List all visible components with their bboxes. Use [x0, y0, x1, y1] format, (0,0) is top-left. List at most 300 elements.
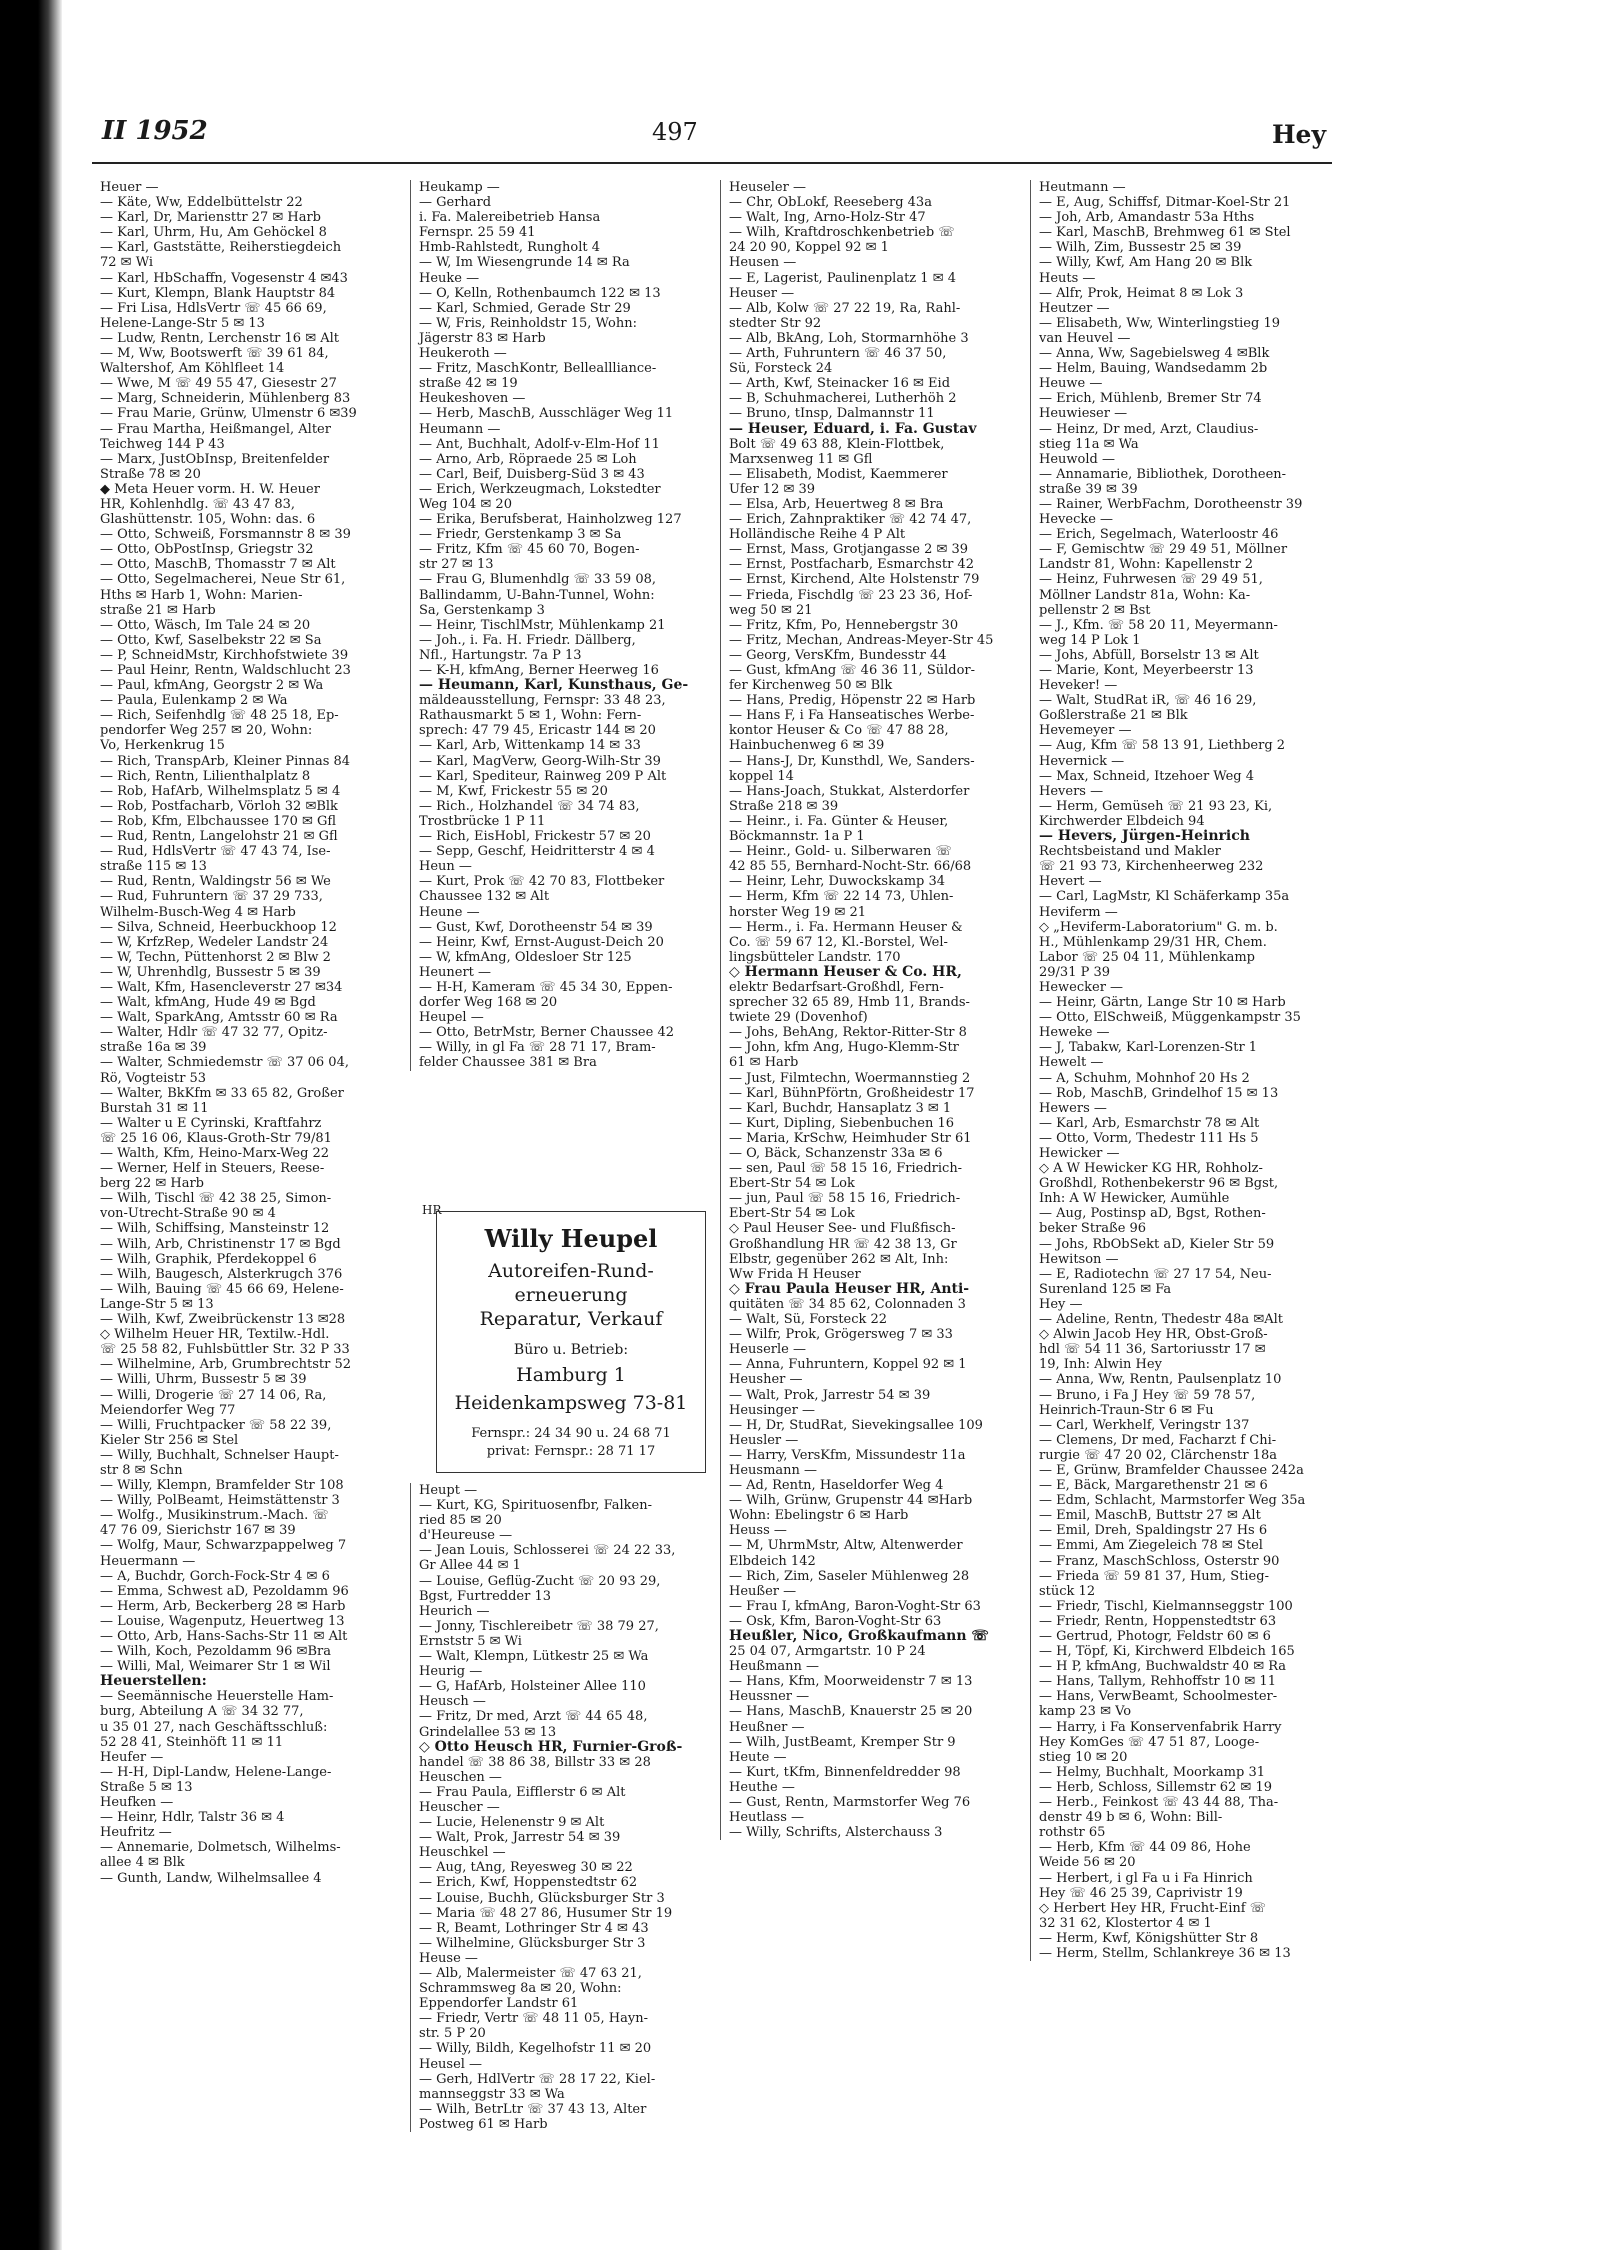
directory-line: — Hans, MaschB, Knauerstr 25 ✉ 20: [729, 1704, 973, 1720]
directory-line: — J, Tabakw, Karl-Lorenzen-Str 1: [1039, 1040, 1258, 1056]
directory-line: rothstr 65: [1039, 1825, 1106, 1841]
directory-line: — Gust, kfmAng ☏ 46 36 11, Süldor-: [729, 663, 976, 678]
directory-line: — Otto, Wäsch, Im Tale 24 ✉ 20: [100, 617, 311, 633]
directory-line: — Willi, Uhrm, Bussestr 5 ✉ 39: [100, 1372, 307, 1388]
directory-line: — H-H, Kameram ☏ 45 34 30, Eppen-: [419, 979, 673, 995]
directory-line: straße 39 ✉ 39: [1039, 481, 1138, 497]
directory-line: Hths ✉ Harb 1, Wohn: Marien-: [100, 587, 303, 603]
directory-line: — Rich, TranspArb, Kleiner Pinnas 84: [100, 753, 351, 769]
directory-line: — Rud, HdlsVertr ☏ 47 43 74, Ise-: [100, 844, 331, 860]
directory-line: — jun, Paul ☏ 58 15 16, Friedrich-: [729, 1191, 961, 1207]
directory-line: — Carl, Werkhelf, Veringstr 137: [1039, 1417, 1250, 1433]
directory-line: — Wilh, Kwf, Zweibrückenstr 13 ✉28: [100, 1312, 346, 1328]
directory-line: — Elsa, Arb, Heuertweg 8 ✉ Bra: [729, 496, 944, 512]
directory-line: ☏ 25 16 06, Klaus-Groth-Str 79/81: [100, 1130, 332, 1146]
directory-line: — Harry, VersKfm, Missundestr 11a: [729, 1447, 966, 1463]
directory-line: 32 31 62, Klostertor 4 ✉ 1: [1039, 1915, 1212, 1931]
directory-line: — R, Beamt, Lothringer Str 4 ✉ 43: [419, 1920, 649, 1936]
directory-line: — Wilh, Tischl ☏ 42 38 25, Simon-: [100, 1191, 332, 1207]
directory-line: Heufer —: [100, 1749, 164, 1765]
directory-line: — Walter u E Cyrinski, Kraftfahrz: [100, 1115, 322, 1131]
directory-line: Heuwold —: [1039, 451, 1115, 467]
directory-line: pellenstr 2 ✉ Bst: [1039, 602, 1151, 618]
directory-line: — Walt, kfmAng, Hude 49 ✉ Bgd: [100, 995, 316, 1011]
directory-line: — O, Bäck, Schanzenstr 33a ✉ 6: [729, 1146, 943, 1161]
directory-line: — Herm., i. Fa. Hermann Heuser &: [729, 919, 963, 935]
directory-line: — Fritz, Mechan, Andreas-Meyer-Str 45: [729, 632, 994, 648]
directory-line: — Hans F, i Fa Hanseatisches Werbe-: [729, 708, 975, 724]
directory-line: weg 50 ✉ 21: [729, 602, 813, 618]
directory-line: beker Straße 96: [1039, 1221, 1147, 1237]
directory-line: str. 5 P 20: [419, 2026, 486, 2042]
directory-line: — Willi, Fruchtpacker ☏ 58 22 39,: [100, 1417, 332, 1433]
directory-line: Straße 78 ✉ 20: [100, 466, 201, 482]
directory-line: — Herm, Gemüseh ☏ 21 93 23, Ki,: [1039, 798, 1273, 814]
directory-line: — Elisabeth, Modist, Kaemmerer: [729, 466, 948, 482]
directory-line: Straße 218 ✉ 39: [729, 798, 839, 814]
directory-line: — Ernst, Postfacharb, Esmarchstr 42: [729, 557, 974, 573]
directory-line: Elbstr, gegenüber 262 ✉ Alt, Inh:: [729, 1251, 949, 1267]
directory-line: — Arth, Fuhruntern ☏ 46 37 50,: [729, 346, 947, 362]
ad-line-5: Hamburg 1: [516, 1364, 626, 1386]
directory-line: Heusinger —: [729, 1402, 815, 1418]
directory-line: Teichweg 144 P 43: [100, 436, 225, 452]
directory-line: Co. ☏ 59 67 12, Kl.-Borstel, Wel-: [729, 934, 948, 950]
directory-line: — Heinz, Dr med, Arzt, Claudius-: [1039, 421, 1259, 437]
directory-line: horster Weg 19 ✉ 21: [729, 904, 867, 920]
directory-line: Heußner —: [729, 1719, 805, 1735]
directory-line: Böckmannstr. 1a P 1: [729, 829, 865, 845]
directory-line: — Alb, Kolw ☏ 27 22 19, Ra, Rahl-: [729, 300, 961, 316]
directory-line: 72 ✉ Wi: [100, 255, 153, 271]
directory-line: Heupt —: [419, 1483, 478, 1498]
directory-line: Heurich —: [419, 1603, 490, 1619]
directory-line: — M, UhrmMstr, Altw, Altenwerder: [729, 1538, 963, 1554]
directory-line: Heuermann —: [100, 1553, 196, 1569]
directory-line: u 35 01 27, nach Geschäftsschluß:: [100, 1719, 328, 1735]
directory-line: — Rud, Rentn, Langelohstr 21 ✉ Gfl: [100, 829, 338, 845]
directory-line: — Gust, Kwf, Dorotheenstr 54 ✉ 39: [419, 919, 653, 935]
directory-line: — Willy, in gl Fa ☏ 28 71 17, Bram-: [419, 1040, 656, 1056]
directory-line: — Wilh, BetrLtr ☏ 37 43 13, Alter: [419, 2101, 647, 2117]
directory-line: Postweg 61 ✉ Harb: [419, 2116, 548, 2132]
directory-line: koppel 14: [729, 768, 794, 784]
directory-line: — Erika, Berufsberat, Hainholzweg 127: [419, 512, 682, 528]
directory-line: Möllner Landstr 81a, Wohn: Ka-: [1039, 587, 1251, 603]
directory-line: — Paul Heinr, Rentn, Waldschlucht 23: [100, 663, 351, 678]
directory-line: — Alb, BkAng, Loh, Stormarnhöhe 3: [729, 330, 969, 346]
directory-line: — Karl, Spediteur, Rainweg 209 P Alt: [419, 768, 667, 784]
directory-line: — Karl, Arb, Esmarchstr 78 ✉ Alt: [1039, 1115, 1260, 1131]
directory-line: — Wilh, JustBeamt, Kremper Str 9: [729, 1734, 956, 1750]
ad-line-2: erneuerung: [514, 1284, 628, 1306]
directory-line: sprech: 47 79 45, Ericastr 144 ✉ 20: [419, 723, 656, 739]
directory-line: ried 85 ✉ 20: [419, 1513, 502, 1529]
directory-line: — Rich, EisHobl, Frickestr 57 ✉ 20: [419, 829, 651, 845]
directory-line: Heutlass —: [729, 1810, 805, 1826]
ad-line-6: Heidenkampsweg 73-81: [454, 1392, 688, 1414]
directory-line: Heuer —: [100, 180, 159, 195]
directory-line: — Gerh, HdlVertr ☏ 28 17 22, Kiel-: [419, 2071, 656, 2087]
directory-line: Hevers —: [1039, 783, 1104, 799]
ad-line-7: Fernspr.: 24 34 90 u. 24 68 71: [471, 1426, 671, 1441]
directory-line: fer Kirchenweg 50 ✉ Blk: [729, 678, 893, 694]
directory-line: Surenland 125 ✉ Fa: [1039, 1281, 1172, 1297]
directory-line: Heuschen —: [419, 1769, 502, 1785]
directory-line: — Frau I, kfmAng, Baron-Voght-Str 63: [729, 1598, 981, 1614]
directory-line: Heuschkel —: [419, 1845, 506, 1861]
directory-line: — Heinr, Gärtn, Lange Str 10 ✉ Harb: [1039, 995, 1286, 1011]
directory-line: — W, KrfzRep, Wedeler Landstr 24: [100, 934, 329, 950]
directory-line: — Carl, LagMstr, Kl Schäferkamp 35a: [1039, 889, 1290, 905]
directory-line: — Arth, Kwf, Steinacker 16 ✉ Eid: [729, 376, 951, 392]
column-3: [720, 180, 1029, 1840]
directory-line: Helene-Lange-Str 5 ✉ 13: [100, 315, 265, 331]
column-2-bottom: [410, 1483, 719, 2132]
directory-line: burg, Abteilung A ☏ 34 32 77,: [100, 1704, 304, 1720]
directory-line: Heweke —: [1039, 1025, 1110, 1041]
directory-line: — Chr, ObLokf, Reeseberg 43a: [729, 195, 932, 211]
directory-line: ◇ Frau Paula Heuser HR, Anti-: [729, 1280, 970, 1297]
directory-line: Ww Frida H Heuser: [729, 1266, 861, 1282]
directory-line: — Osk, Kfm, Baron-Voght-Str 63: [729, 1613, 942, 1629]
directory-line: ◇ Paul Heuser See- und Flußfisch-: [729, 1221, 956, 1237]
directory-line: Heinrich-Traun-Str 6 ✉ Fu: [1039, 1402, 1214, 1418]
directory-line: — Rich, Zim, Saseler Mühlenweg 28: [729, 1568, 970, 1584]
directory-line: Heukamp —: [419, 180, 500, 195]
directory-line: handel ☏ 38 86 38, Billstr 33 ✉ 28: [419, 1754, 651, 1770]
directory-line: — Anna, Ww, Rentn, Paulsenplatz 10: [1039, 1372, 1282, 1388]
directory-line: — Karl, Buchdr, Hansaplatz 3 ✉ 1: [729, 1100, 952, 1116]
directory-line: — Hans-Joach, Stukkat, Alsterdorfer: [729, 783, 970, 799]
directory-line: — Karl, Gaststätte, Reiherstiegdeich: [100, 240, 342, 256]
directory-line: — Hans, VerwBeamt, Schoolmester-: [1039, 1689, 1278, 1705]
directory-line: straße 115 ✉ 13: [100, 859, 207, 875]
directory-line: — Helm, Bauing, Wandsedamm 2b: [1039, 361, 1268, 377]
scan-border: [0, 0, 62, 2250]
directory-line: Heusen —: [729, 255, 797, 271]
directory-line: — Willy, Bildh, Kegelhofstr 11 ✉ 20: [419, 2041, 652, 2057]
directory-line: — Sepp, Geschf, Heidritterstr 4 ✉ 4: [419, 844, 655, 860]
directory-line: — Walt, Prok, Jarrestr 54 ✉ 39: [419, 1830, 621, 1846]
column-2-top: [410, 180, 719, 1071]
directory-line: — Anna, Ww, Sagebielsweg 4 ✉Blk: [1039, 346, 1270, 362]
directory-line: sprecher 32 65 89, Hmb 11, Brands-: [729, 995, 970, 1011]
directory-line: — Otto, Segelmacherei, Neue Str 61,: [100, 572, 346, 588]
directory-line: rurgie ☏ 47 20 02, Clärchenstr 18a: [1039, 1447, 1277, 1463]
directory-line: Heuwe —: [1039, 376, 1103, 392]
directory-line: Lange-Str 5 ✉ 13: [100, 1296, 214, 1312]
directory-line: — Franz, MaschSchloss, Osterstr 90: [1039, 1553, 1280, 1569]
directory-line: — Rob, Postfacharb, Vörloh 32 ✉Blk: [100, 798, 338, 814]
directory-line: Heun —: [419, 859, 472, 875]
directory-line: Heurig —: [419, 1664, 483, 1680]
directory-line: — Wilh, Arb, Christinenstr 17 ✉ Bgd: [100, 1236, 341, 1252]
directory-line: Heuscher —: [419, 1799, 500, 1815]
directory-line: — Emil, Dreh, Spaldingstr 27 Hs 6: [1039, 1523, 1268, 1539]
directory-line: — Wolfg, Maur, Schwarzpappelweg 7: [100, 1538, 347, 1554]
directory-line: — Kurt, Klempn, Blank Hauptstr 84: [100, 285, 336, 301]
directory-line: — Fritz, Kfm, Po, Hennebergstr 30: [729, 617, 959, 633]
directory-line: Eppendorfer Landstr 61: [419, 1996, 579, 2012]
directory-line: — Herbert, i gl Fa u i Fa Hinrich: [1039, 1870, 1253, 1886]
directory-line: 52 28 41, Steinhöft 11 ✉ 11: [100, 1734, 284, 1750]
directory-line: — Frau Paula, Eifflerstr 6 ✉ Alt: [419, 1784, 626, 1800]
directory-line: weg 14 P Lok 1: [1039, 632, 1141, 648]
directory-line: Heveker! —: [1039, 678, 1118, 694]
directory-line: Bgst, Furtredder 13: [419, 1588, 551, 1604]
directory-line: — W, Im Wiesengrunde 14 ✉ Ra: [419, 255, 630, 271]
ad-line-1: Autoreifen-Rund-: [488, 1260, 654, 1282]
directory-line: — Friedr, Tischl, Kielmannseggstr 100: [1039, 1598, 1293, 1614]
directory-line: — Rich, Rentn, Lilienthalplatz 8: [100, 768, 311, 784]
directory-line: str 8 ✉ Schn: [100, 1462, 183, 1478]
directory-line: — Friedr, Rentn, Hoppenstedtstr 63: [1039, 1613, 1277, 1629]
directory-line: — Walter, BkKfm ✉ 33 65 82, Großer: [100, 1085, 344, 1101]
directory-line: Hey KomGes ☏ 47 51 87, Looge-: [1039, 1734, 1260, 1750]
directory-line: Heuss —: [729, 1523, 787, 1539]
directory-line: — John, kfm Ang, Hugo-Klemm-Str: [729, 1040, 959, 1056]
directory-line: Heunert —: [419, 964, 492, 980]
directory-line: Heuse —: [419, 1950, 478, 1966]
directory-line: — Bruno, i Fa J Hey ☏ 59 78 57,: [1039, 1387, 1256, 1403]
directory-line: Heuts —: [1039, 270, 1096, 286]
directory-line: Hevemeyer —: [1039, 723, 1132, 739]
directory-line: Fernspr. 25 59 41: [419, 225, 536, 241]
directory-line: — Adeline, Rentn, Thedestr 48a ✉Alt: [1039, 1312, 1283, 1328]
directory-line: — F, Gemischtw ☏ 29 49 51, Möllner: [1039, 542, 1288, 558]
directory-line: Vo, Herkenkrug 15: [100, 738, 225, 754]
directory-line: pendorfer Weg 257 ✉ 20, Wohn:: [100, 723, 313, 739]
directory-line: von-Utrecht-Straße 90 ✉ 4: [100, 1206, 276, 1222]
directory-line: Heute —: [729, 1749, 787, 1765]
directory-line: — Kurt, tKfm, Binnenfeldredder 98: [729, 1764, 961, 1780]
directory-line: — Helmy, Buchhalt, Moorkamp 31: [1039, 1764, 1266, 1780]
ad-frame: [436, 1211, 706, 1473]
directory-line: — Willy, Schrifts, Alsterchauss 3: [729, 1825, 943, 1841]
directory-line: — Paula, Eulenkamp 2 ✉ Wa: [100, 693, 288, 709]
directory-line: Hmb-Rahlstedt, Rungholt 4: [419, 240, 600, 256]
directory-line: — Alb, Malermeister ☏ 47 63 21,: [419, 1966, 642, 1981]
directory-line: ☏ 25 58 82, Fuhlsbüttler Str. 32 P 33: [100, 1342, 350, 1358]
ad-name: Willy Heupel: [484, 1224, 658, 1253]
directory-line: stieg 11a ✉ Wa: [1039, 436, 1139, 452]
directory-line: — Walt, SparkAng, Amtsstr 60 ✉ Ra: [100, 1010, 338, 1026]
directory-line: Hevecke —: [1039, 512, 1114, 528]
directory-line: Heutzer —: [1039, 300, 1110, 316]
directory-line: — Walth, Kfm, Heino-Marx-Weg 22: [100, 1146, 330, 1161]
directory-line: Elbdeich 142: [729, 1553, 816, 1569]
directory-line: — Walt, Sü, Forsteck 22: [729, 1312, 888, 1328]
directory-line: ◇ Wilhelm Heuer HR, Textilw.-Hdl.: [100, 1327, 330, 1343]
directory-line: kamp 23 ✉ Vo: [1039, 1704, 1132, 1720]
directory-line: Kirchwerder Elbdeich 94: [1039, 813, 1205, 829]
directory-line: — Aug, Postinsp aD, Bgst, Rothen-: [1039, 1206, 1266, 1222]
directory-line: ◇ „Heviferm-Laboratorium" G. m. b.: [1039, 919, 1278, 935]
directory-line: — Karl, Schmied, Gerade Str 29: [419, 300, 631, 316]
directory-line: Holländische Reihe 4 P Alt: [729, 527, 906, 543]
directory-line: — Herb., Feinkost ☏ 43 44 88, Tha-: [1039, 1795, 1279, 1811]
directory-line: — Walt, Kfm, Hasencleverstr 27 ✉34: [100, 979, 343, 995]
directory-line: Hewelt —: [1039, 1055, 1104, 1071]
directory-line: — Rich, Seifenhdlg ☏ 48 25 18, Ep-: [100, 708, 339, 724]
directory-line: Heuseler —: [729, 180, 806, 195]
directory-line: stück 12: [1039, 1583, 1096, 1599]
column-1: [100, 180, 400, 1886]
directory-line: elektr Bedarfsart-Großhdl, Fern-: [729, 979, 944, 995]
directory-line: — Johs, BehAng, Rektor-Ritter-Str 8: [729, 1025, 967, 1041]
directory-line: Rechtsbeistand und Makler: [1039, 844, 1221, 860]
directory-line: Heusler —: [729, 1432, 799, 1448]
directory-line: Wohn: Ebelingstr 6 ✉ Harb: [729, 1508, 909, 1524]
directory-line: — Aug, tAng, Reyesweg 30 ✉ 22: [419, 1860, 633, 1876]
directory-line: — Wilhelmine, Arb, Grumbrechtstr 52: [100, 1357, 351, 1373]
directory-line: — Ad, Rentn, Haseldorfer Weg 4: [729, 1478, 944, 1494]
page-number: 497: [652, 118, 698, 146]
directory-line: Heussner —: [729, 1689, 810, 1705]
directory-line: Heumann —: [419, 421, 501, 437]
directory-line: — Heinr, TischlMstr, Mühlenkamp 21: [419, 617, 666, 633]
directory-line: mannseggstr 33 ✉ Wa: [419, 2086, 565, 2102]
directory-line: Weg 104 ✉ 20: [419, 496, 512, 512]
directory-line: — Hevers, Jürgen-Heinrich: [1039, 828, 1250, 845]
directory-line: str 27 ✉ 13: [419, 557, 494, 573]
directory-line: Hainbuchenweg 6 ✉ 39: [729, 738, 885, 754]
ad-line-8: privat: Fernspr.: 28 71 17: [486, 1444, 656, 1459]
directory-line: — Alfr, Prok, Heimat 8 ✉ Lok 3: [1039, 285, 1244, 301]
ad-line-4: Büro u. Betrieb:: [513, 1342, 629, 1358]
directory-line: felder Chaussee 381 ✉ Bra: [419, 1055, 597, 1071]
directory-line: Hewitson —: [1039, 1251, 1119, 1267]
directory-line: Heune —: [419, 904, 480, 920]
directory-line: — Kurt, KG, Spirituosenfbr, Falken-: [419, 1498, 653, 1514]
directory-line: — Jean Louis, Schlosserei ☏ 24 22 33,: [419, 1543, 676, 1559]
directory-line: Glashüttenstr. 105, Wohn: das. 6: [100, 512, 316, 528]
directory-line: Chaussee 132 ✉ Alt: [419, 889, 550, 905]
directory-line: Kieler Str 256 ✉ Stel: [100, 1432, 239, 1448]
directory-line: Inh: A W Hewicker, Aumühle: [1039, 1191, 1230, 1207]
directory-line: — Seemännische Heuerstelle Ham-: [100, 1689, 334, 1705]
directory-line: — Heinr., i. Fa. Günter & Heuser,: [729, 813, 949, 829]
directory-line: Heukeroth —: [419, 346, 507, 362]
directory-line: — Erich, Mühlenb, Bremer Str 74: [1039, 391, 1262, 407]
directory-line: hdl ☏ 54 11 36, Sartoriusstr 17 ✉: [1039, 1342, 1266, 1358]
directory-line: — Wolfg., Musikinstrum.-Mach. ☏: [100, 1508, 329, 1524]
directory-line: — Fri Lisa, HdlsVertr ☏ 45 66 69,: [100, 300, 327, 316]
directory-line: — P, SchneidMstr, Kirchhofstwiete 39: [100, 647, 349, 663]
directory-line: — Fritz, Kfm ☏ 45 60 70, Bogen-: [419, 542, 640, 558]
directory-line: — G, HafArb, Holsteiner Allee 110: [419, 1679, 646, 1695]
directory-line: 25 04 07, Armgartstr. 10 P 24: [729, 1644, 926, 1660]
directory-line: — Wilh, Grünw, Grupenstr 44 ✉Harb: [729, 1493, 973, 1509]
directory-line: 19, Inh: Alwin Hey: [1039, 1357, 1162, 1373]
directory-line: — Joh, Arb, Amandastr 53a Hths: [1039, 210, 1255, 226]
directory-line: Heusel —: [419, 2056, 483, 2072]
directory-line: ◇ Herbert Hey HR, Frucht-Einf ☏: [1039, 1900, 1266, 1916]
directory-line: Sa, Gerstenkamp 3: [419, 602, 545, 618]
directory-line: Grindelallee 53 ✉ 13: [419, 1724, 557, 1740]
directory-line: — Rob, HafArb, Wilhelmsplatz 5 ✉ 4: [100, 783, 341, 799]
directory-line: — E, Aug, Schiffsf, Ditmar-Koel-Str 21: [1039, 195, 1291, 211]
directory-line: — Walter, Schmiedemstr ☏ 37 06 04,: [100, 1055, 349, 1071]
directory-line: lingsbütteler Landstr. 170: [729, 949, 901, 965]
directory-line: Waltershof, Am Köhlfleet 14: [100, 361, 285, 377]
directory-line: — Frau Marie, Grünw, Ulmenstr 6 ✉39: [100, 406, 357, 422]
directory-line: — Frau Martha, Heißmangel, Alter: [100, 421, 331, 437]
directory-line: Heupel —: [419, 1010, 484, 1026]
directory-line: — Wilfr, Prok, Grögersweg 7 ✉ 33: [729, 1327, 953, 1343]
directory-line: — Heuser, Eduard, i. Fa. Gustav: [729, 420, 977, 437]
directory-line: — Otto, MaschB, Thomasstr 7 ✉ Alt: [100, 557, 336, 573]
directory-line: — Werner, Helf in Steuers, Reese-: [100, 1161, 325, 1177]
directory-line: quitäten ☏ 34 85 62, Colonnaden 3: [729, 1296, 966, 1312]
directory-line: — Wilh, Kraftdroschkenbetrieb ☏: [729, 225, 955, 241]
directory-line: — H, Töpf, Ki, Kirchwerd Elbdeich 165: [1039, 1644, 1295, 1660]
directory-line: — Marie, Kont, Meyerbeerstr 13: [1039, 663, 1254, 678]
directory-line: — Louise, Buchh, Glücksburger Str 3: [419, 1890, 665, 1906]
directory-line: Großhandlung HR ☏ 42 38 13, Gr: [729, 1236, 957, 1252]
directory-line: — Annamarie, Bibliothek, Dorotheen-: [1039, 466, 1287, 482]
directory-line: 61 ✉ Harb: [729, 1055, 799, 1071]
directory-line: — Bruno, tInsp, Dalmannstr 11: [729, 406, 935, 422]
directory-line: — E, Grünw, Bramfelder Chaussee 242a: [1039, 1462, 1304, 1478]
directory-line: — Carl, Beif, Duisberg-Süd 3 ✉ 43: [419, 466, 645, 482]
directory-line: — Friedr, Gerstenkamp 3 ✉ Sa: [419, 527, 622, 543]
directory-line: — Fritz, MaschKontr, Belleallliance-: [419, 361, 657, 377]
ad-hr-mark: HR: [422, 1203, 442, 1217]
directory-line: — Walt, Prok, Jarrestr 54 ✉ 39: [729, 1387, 931, 1403]
directory-line: — Otto, Vorm, Thedestr 111 Hs 5: [1039, 1130, 1259, 1146]
directory-line: — H, Dr, StudRat, Sievekingsallee 109: [729, 1417, 983, 1433]
directory-line: — Maria ☏ 48 27 86, Husumer Str 19: [419, 1905, 673, 1921]
directory-line: H., Mühlenkamp 29/31 HR, Chem.: [1039, 934, 1267, 950]
directory-line: — Maria, KrSchw, Heimhuder Str 61: [729, 1130, 972, 1146]
directory-line: — Heinr, Kwf, Ernst-August-Deich 20: [419, 934, 664, 950]
directory-line: — Otto, Schweiß, Forsmannstr 8 ✉ 39: [100, 527, 351, 543]
directory-line: Heußler, Nico, Großkaufmann ☏: [729, 1628, 989, 1644]
directory-line: 47 76 09, Sierichstr 167 ✉ 39: [100, 1523, 296, 1539]
directory-line: ◇ Otto Heusch HR, Furnier-Groß-: [419, 1738, 683, 1755]
directory-line: stedter Str 92: [729, 315, 822, 331]
directory-line: — Herm, Stellm, Schlankreye 36 ✉ 13: [1039, 1945, 1291, 1961]
directory-line: — Annemarie, Dolmetsch, Wilhelms-: [100, 1840, 341, 1856]
directory-line: — Kurt, Prok ☏ 42 70 83, Flottbeker: [419, 874, 665, 890]
directory-line: straße 42 ✉ 19: [419, 376, 518, 392]
directory-line: Trostbrücke 1 P 11: [419, 813, 546, 829]
directory-line: HR, Kohlenhdlg. ☏ 43 47 83,: [100, 496, 296, 512]
directory-line: — J., Kfm. ☏ 58 20 11, Meyermann-: [1039, 617, 1278, 633]
directory-line: dorfer Weg 168 ✉ 20: [419, 995, 558, 1011]
directory-line: Hevert —: [1039, 874, 1102, 890]
directory-line: Hewecker —: [1039, 979, 1124, 995]
directory-line: — Heinr, Lehr, Duwockskamp 34: [729, 874, 946, 890]
directory-line: — Joh., i. Fa. H. Friedr. Dällberg,: [419, 632, 636, 648]
directory-line: Sü, Forsteck 24: [729, 361, 833, 377]
directory-line: — W, kfmAng, Oldesloer Str 125: [419, 949, 632, 965]
directory-line: — Wilh, Koch, Pezoldamm 96 ✉Bra: [100, 1644, 331, 1660]
directory-line: Heußer —: [729, 1583, 797, 1599]
page-header: [92, 110, 1332, 164]
directory-line: Hewicker —: [1039, 1146, 1120, 1161]
directory-line: — Karl, BühnPförtn, Großheidestr 17: [729, 1085, 975, 1101]
directory-line: — Karl, HbSchaffn, Vogesenstr 4 ✉43: [100, 270, 348, 286]
running-head: Hey: [1271, 120, 1326, 149]
directory-line: — Karl, Dr, Mariensttr 27 ✉ Harb: [100, 210, 321, 226]
directory-line: — Erich, Werkzeugmach, Lokstedter: [419, 481, 661, 497]
directory-line: Jägerstr 83 ✉ Harb: [419, 330, 546, 346]
directory-line: — K-H, kfmAng, Berner Heerweg 16: [419, 663, 659, 678]
directory-line: — Fritz, Dr med, Arzt ☏ 44 65 48,: [419, 1709, 648, 1725]
